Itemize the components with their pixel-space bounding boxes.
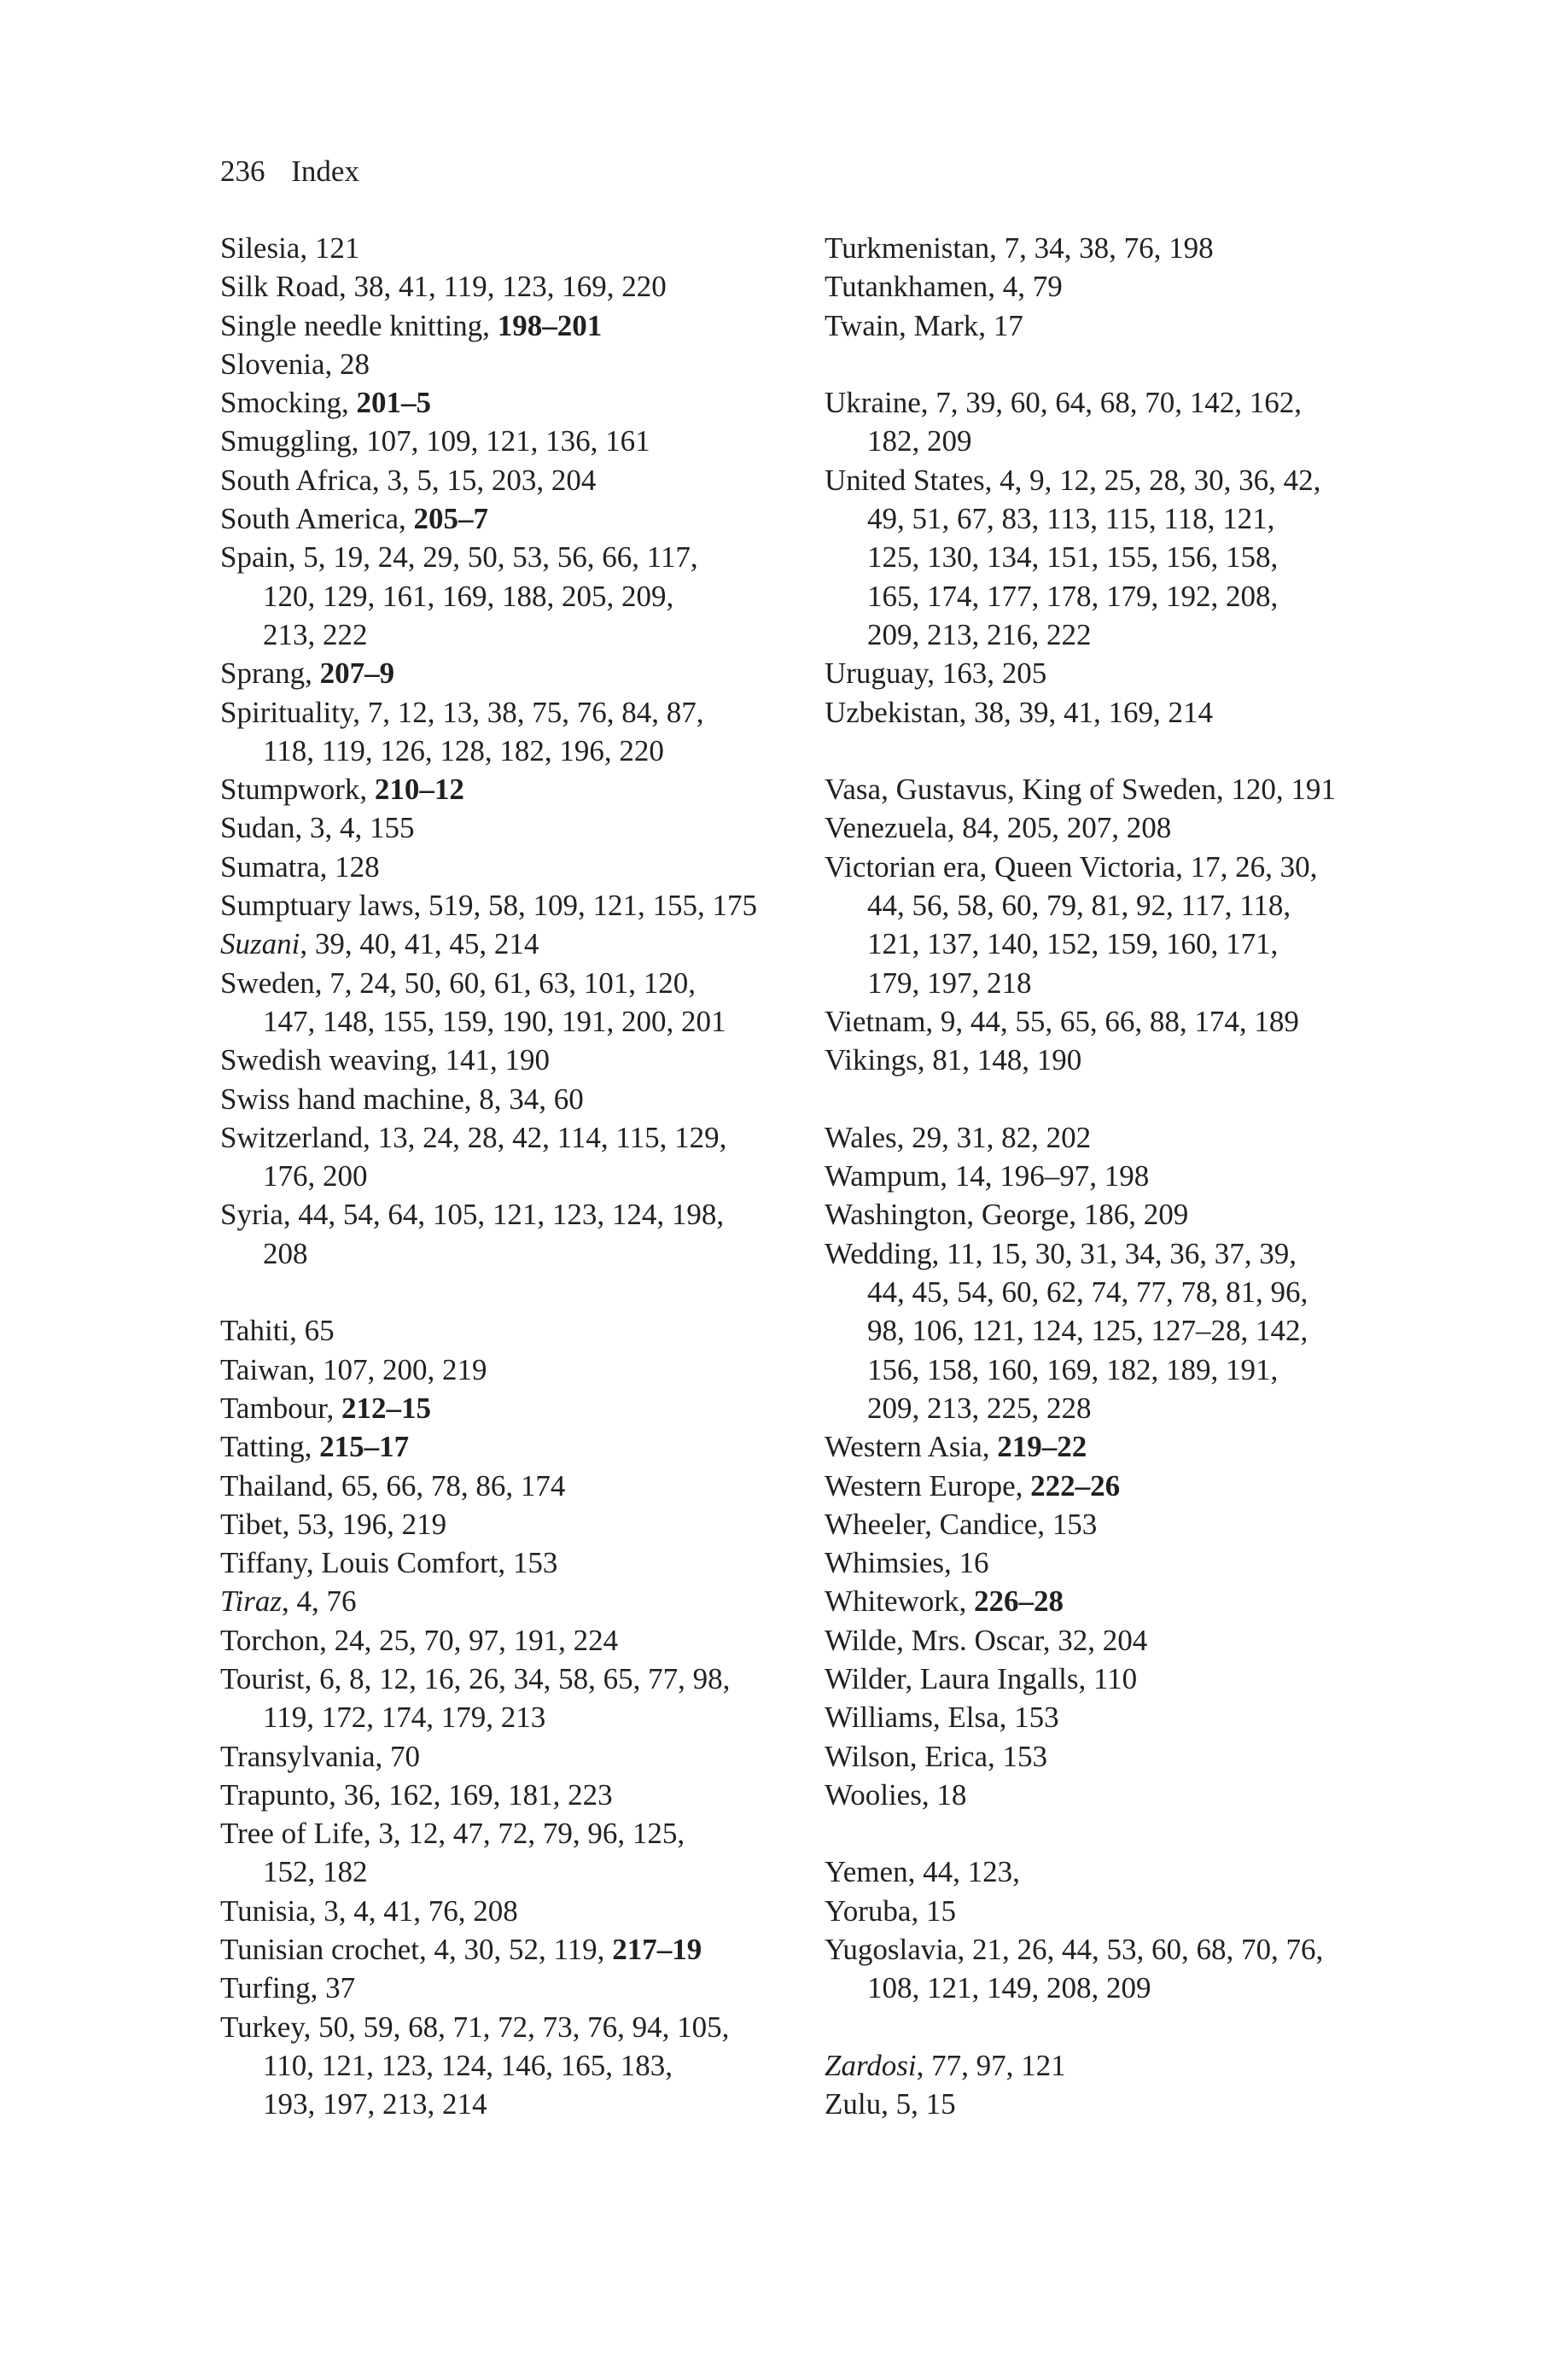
entry-text: Tibet, 53, 196, 219 [220, 1507, 447, 1541]
letter-group-gap [825, 732, 1379, 770]
entry-text: Spain, 5, 19, 24, 29, 50, 53, 56, 66, 117, 120, 129, 161, 169, 188, 205, 209, 213, 222 [220, 540, 698, 651]
entry-text: Thailand, 65, 66, 78, 86, 174 [220, 1468, 566, 1503]
entry-text: Swiss hand machine, 8, 34, 60 [220, 1082, 584, 1116]
index-entry [220, 1814, 818, 1892]
entry-text: Slovenia, 28 [220, 347, 370, 381]
index-entry [825, 1582, 1379, 1620]
entry-text: United States, 4, 9, 12, 25, 28, 30, 36, 42, 49, 51, 67, 83, 113, 115, 118, 121, 125, 130, 134, 151, 155, 156, 158, 165, 174, 177, 178, 179, 192, 208, 209, 213, 216, 222 [825, 463, 1321, 651]
entry-text: Wheeler, Candice, 153 [825, 1507, 1098, 1541]
entry-text: , 77, 97, 121 [916, 2048, 1066, 2082]
entry-text: Silesia, 121 [220, 231, 360, 265]
entry-text: Ukraine, 7, 39, 60, 64, 68, 70, 142, 162, 182, 209 [825, 386, 1302, 458]
index-entry [220, 1427, 818, 1466]
entry-text: Woolies, 18 [825, 1777, 967, 1812]
page-range-bold: 201–5 [356, 386, 431, 420]
index-entry [220, 654, 818, 692]
index-entry [220, 770, 818, 808]
entry-text: Tatting, [220, 1430, 320, 1464]
index-entry [825, 1660, 1379, 1698]
entry-text: Sprang, [220, 656, 320, 691]
section-title: Index [291, 155, 359, 188]
index-entry [220, 1118, 818, 1196]
index-entry [220, 1930, 818, 1969]
letter-group-gap [220, 1273, 818, 1311]
index-entry [220, 383, 818, 422]
index-entry [220, 422, 818, 460]
entry-text: Tree of Life, 3, 12, 47, 72, 79, 96, 125, 152, 182 [220, 1817, 685, 1889]
entry-text: , 39, 40, 41, 45, 214 [300, 927, 539, 961]
index-entry [220, 964, 818, 1042]
entry-text: Yoruba, 15 [825, 1893, 956, 1928]
entry-text: Taiwan, 107, 200, 219 [220, 1352, 487, 1386]
page-range-bold: 217–19 [612, 1933, 702, 1967]
index-entry [825, 1737, 1379, 1776]
entry-text: Smocking, [220, 386, 357, 420]
page-range-bold: 212–15 [341, 1391, 431, 1425]
entry-text: Tambour, [220, 1391, 341, 1425]
entry-text: Tunisian crochet, 4, 30, 52, 119, [220, 1933, 613, 1967]
page-range-bold: 222–26 [1030, 1468, 1121, 1503]
entry-text: Western Europe, [825, 1468, 1031, 1503]
entry-text: Vasa, Gustavus, King of Sweden, 120, 191 [825, 773, 1336, 807]
index-entry [825, 267, 1379, 306]
index-entry [220, 2008, 818, 2124]
entry-text: Stumpwork, [220, 773, 375, 807]
index-entry [220, 886, 818, 925]
index-entry [825, 229, 1379, 267]
index-entry [220, 808, 818, 847]
index-entry [825, 1505, 1379, 1543]
entry-text: Vikings, 81, 148, 190 [825, 1043, 1082, 1077]
index-entry [220, 267, 818, 306]
entry-text: Wampum, 14, 196–97, 198 [825, 1159, 1150, 1193]
index-entry [220, 1505, 818, 1543]
index-column-left [220, 229, 818, 2124]
index-entry [825, 1041, 1379, 1079]
term-italic: Zardosi [825, 2048, 917, 2082]
entry-text: Yugoslavia, 21, 26, 44, 53, 60, 68, 70, 76, 108, 121, 149, 208, 209 [825, 1933, 1324, 2005]
entry-text: Wedding, 11, 15, 30, 31, 34, 36, 37, 39, 44, 45, 54, 60, 62, 74, 77, 78, 81, 96, 98, 106, 121, 124, 125, 127–28, 142, 156, 158, 160, 169, 182, 189, 191, 209, 213, 225, 228 [825, 1236, 1309, 1425]
index-entry [825, 1195, 1379, 1234]
page-range-bold: 207–9 [319, 656, 395, 691]
entry-text: Tutankhamen, 4, 79 [825, 270, 1063, 304]
page-number: 236 [220, 155, 265, 188]
letter-group-gap [825, 1814, 1379, 1853]
entry-text: Wales, 29, 31, 82, 202 [825, 1120, 1092, 1154]
index-entry [825, 1467, 1379, 1505]
index-entry [220, 848, 818, 886]
index-entry [825, 1776, 1379, 1814]
index-entry [220, 1351, 818, 1389]
page-range-bold: 198–201 [497, 308, 603, 342]
entry-text: Wilson, Erica, 153 [825, 1739, 1048, 1773]
index-entry [220, 1582, 818, 1620]
index-entry [220, 1195, 818, 1273]
index-entry [825, 2085, 1379, 2123]
index-entry [825, 2046, 1379, 2085]
index-column-right [825, 229, 1379, 2124]
entry-text: Transylvania, 70 [220, 1739, 420, 1773]
entry-text: Tahiti, 65 [220, 1314, 335, 1348]
entry-text: Switzerland, 13, 24, 28, 42, 114, 115, 129, 176, 200 [220, 1120, 727, 1193]
index-entry [825, 1853, 1379, 1891]
entry-text: Turfing, 37 [220, 1971, 356, 2005]
index-entry [220, 1041, 818, 1079]
entry-text: Single needle knitting, [220, 308, 498, 342]
index-entry [825, 848, 1379, 1002]
index-entry [825, 306, 1379, 345]
entry-text: Western Asia, [825, 1430, 998, 1464]
index-entry [825, 1157, 1379, 1195]
entry-text: Torchon, 24, 25, 70, 97, 191, 224 [220, 1623, 619, 1657]
index-entry [825, 1698, 1379, 1736]
index-entry [825, 1118, 1379, 1157]
page-range-bold: 210–12 [374, 773, 464, 807]
running-head [220, 152, 359, 191]
entry-text: Spirituality, 7, 12, 13, 38, 75, 76, 84, 87, 118, 119, 126, 128, 182, 196, 220 [220, 695, 704, 767]
index-entry [220, 1621, 818, 1660]
entry-text: Syria, 44, 54, 64, 105, 121, 123, 124, 198, 208 [220, 1198, 725, 1270]
index-entry [220, 461, 818, 499]
term-italic: Tiraz [220, 1584, 282, 1619]
index-entry [825, 693, 1379, 732]
entry-text: Tourist, 6, 8, 12, 16, 26, 34, 58, 65, 77, 98, 119, 172, 174, 179, 213 [220, 1661, 731, 1735]
entry-text: Turkmenistan, 7, 34, 38, 76, 198 [825, 231, 1214, 265]
index-entry [220, 925, 818, 963]
entry-text: Silk Road, 38, 41, 119, 123, 169, 220 [220, 270, 667, 304]
entry-text: Uruguay, 163, 205 [825, 656, 1047, 691]
page-range-bold: 219–22 [997, 1430, 1087, 1464]
entry-text: Williams, Elsa, 153 [825, 1701, 1059, 1735]
index-entry [825, 1002, 1379, 1041]
term-italic: Suzani [220, 927, 300, 961]
entry-text: Swedish weaving, 141, 190 [220, 1043, 550, 1077]
entry-text: , 4, 76 [282, 1584, 357, 1619]
index-entry [825, 461, 1379, 654]
index-entry [220, 306, 818, 345]
entry-text: Zulu, 5, 15 [825, 2087, 956, 2121]
entry-text: Twain, Mark, 17 [825, 308, 1023, 342]
entry-text: Sudan, 3, 4, 155 [220, 811, 415, 845]
entry-text: Venezuela, 84, 205, 207, 208 [825, 811, 1172, 845]
index-entry [220, 1080, 818, 1118]
index-entry [825, 1930, 1379, 2008]
index-entry [220, 1467, 818, 1505]
index-entry [825, 808, 1379, 847]
index-entry [220, 1543, 818, 1582]
letter-group-gap [825, 1080, 1379, 1118]
index-entry [825, 770, 1379, 808]
index-entry [220, 1892, 818, 1930]
index-entry [825, 1621, 1379, 1660]
entry-text: Uzbekistan, 38, 39, 41, 169, 214 [825, 695, 1213, 729]
page-range-bold: 226–28 [973, 1584, 1064, 1619]
entry-text: South America, [220, 502, 414, 536]
entry-text: Tunisia, 3, 4, 41, 76, 208 [220, 1893, 518, 1928]
index-entry [220, 1737, 818, 1776]
entry-text: Washington, George, 186, 209 [825, 1198, 1189, 1232]
index-entry [220, 499, 818, 538]
index-entry [825, 1543, 1379, 1582]
entry-text: Trapunto, 36, 162, 169, 181, 223 [220, 1777, 613, 1812]
entry-text: Whitework, [825, 1584, 974, 1619]
index-entry [220, 693, 818, 771]
index-entry [825, 383, 1379, 461]
entry-text: Smuggling, 107, 109, 121, 136, 161 [220, 424, 650, 458]
index-entry [220, 1776, 818, 1814]
page-range-bold: 205–7 [413, 502, 488, 536]
index-entry [220, 538, 818, 654]
entry-text: Wilder, Laura Ingalls, 110 [825, 1661, 1138, 1695]
index-entry [220, 1969, 818, 2007]
entry-text: South Africa, 3, 5, 15, 203, 204 [220, 463, 597, 497]
entry-text: Vietnam, 9, 44, 55, 65, 66, 88, 174, 189 [825, 1004, 1299, 1038]
index-entry [220, 1389, 818, 1427]
entry-text: Whimsies, 16 [825, 1546, 989, 1580]
index-entry [220, 229, 818, 267]
entry-text: Sumatra, 128 [220, 849, 380, 884]
entry-text: Victorian era, Queen Victoria, 17, 26, 30, 44, 56, 58, 60, 79, 81, 92, 117, 118, 121, 137, 140, 152, 159, 160, 171, 179, 197, 218 [825, 849, 1318, 1000]
page-range-bold: 215–17 [319, 1430, 410, 1464]
entry-text: Turkey, 50, 59, 68, 71, 72, 73, 76, 94, 105, 110, 121, 123, 124, 146, 165, 183, 193, 197, 213, 214 [220, 2010, 730, 2121]
index-entry [825, 1892, 1379, 1930]
index-entry [220, 1311, 818, 1350]
entry-text: Sweden, 7, 24, 50, 60, 61, 63, 101, 120, 147, 148, 155, 159, 190, 191, 200, 201 [220, 966, 726, 1038]
entry-text: Yemen, 44, 123, [825, 1855, 1020, 1889]
index-entry [825, 1234, 1379, 1427]
index-entry [220, 1660, 818, 1737]
entry-text: Wilde, Mrs. Oscar, 32, 204 [825, 1623, 1148, 1657]
letter-group-gap [825, 2008, 1379, 2046]
index-entry [825, 654, 1379, 692]
index-entry [220, 345, 818, 383]
entry-text: Tiffany, Louis Comfort, 153 [220, 1546, 558, 1580]
entry-text: Sumptuary laws, 519, 58, 109, 121, 155, 175 [220, 889, 758, 923]
index-entry [825, 1427, 1379, 1466]
letter-group-gap [825, 345, 1379, 383]
